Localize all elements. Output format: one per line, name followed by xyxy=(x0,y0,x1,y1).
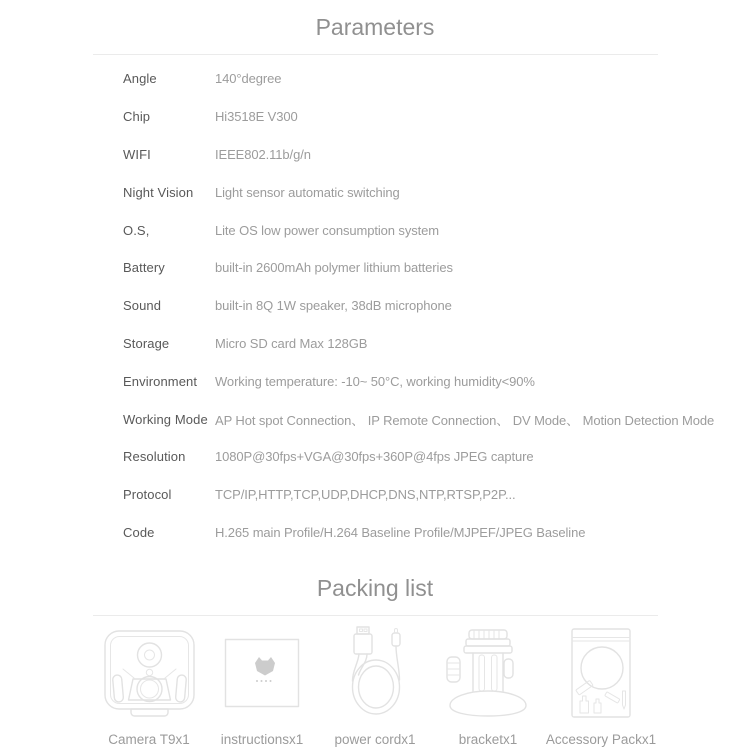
param-value: 1080P@30fps+VGA@30fps+360P@4fps JPEG capture xyxy=(215,449,534,465)
param-value: Hi3518E V300 xyxy=(215,109,298,125)
param-row-os xyxy=(123,211,750,249)
parameters-table xyxy=(0,60,750,551)
param-value: IEEE802.11b/g/n xyxy=(215,146,311,162)
param-value: AP Hot spot Connection、 IP Remote Connection、 DV Mode、 Motion Detection Mode xyxy=(215,412,715,428)
instruction-manual-icon xyxy=(224,627,300,719)
param-value: 140°degree xyxy=(215,71,282,87)
param-value: TCP/IP,HTTP,TCP,UDP,DHCP,DNS,NTP,RTSP,P2P... xyxy=(215,487,516,503)
parameters-title: Parameters xyxy=(315,14,435,40)
packing-item-label: Accessory Packx1 xyxy=(545,732,657,748)
param-label: Environment xyxy=(123,373,198,389)
packing-item-power-cord xyxy=(319,627,432,747)
param-value: Lite OS low power consumption system xyxy=(215,222,439,238)
param-label: Chip xyxy=(123,109,151,125)
packing-item-bracket xyxy=(432,627,545,747)
packing-item-instructions xyxy=(206,627,319,747)
param-row-environment xyxy=(123,362,750,400)
packing-list xyxy=(93,627,658,747)
param-row-resolution xyxy=(123,438,750,476)
param-row-wifi xyxy=(123,136,750,174)
param-label: Code xyxy=(123,524,155,540)
param-label: Working Mode xyxy=(123,411,208,427)
param-value: built-in 2600mAh polymer lithium batteries xyxy=(215,260,453,276)
packing-item-label: power cordx1 xyxy=(334,732,416,748)
param-row-battery xyxy=(123,249,750,287)
param-value: Light sensor automatic switching xyxy=(215,184,400,200)
param-row-angle xyxy=(123,60,750,98)
param-row-sound xyxy=(123,287,750,325)
packing-item-label: Camera T9x1 xyxy=(108,732,190,748)
param-label: Protocol xyxy=(123,487,172,503)
trail-camera-icon xyxy=(103,627,196,719)
param-value: built-in 8Q 1W speaker, 38dB microphone xyxy=(215,298,452,314)
param-label: O.S, xyxy=(123,222,150,238)
param-row-storage xyxy=(123,325,750,363)
param-row-night-vision xyxy=(123,173,750,211)
param-row-chip xyxy=(123,98,750,136)
param-value: Working temperature: -10~ 50°C, working humidity<90% xyxy=(215,373,535,389)
packing-list-title: Packing list xyxy=(316,575,434,602)
param-label: Sound xyxy=(123,298,162,314)
param-label: Resolution xyxy=(123,449,186,465)
param-label: WIFI xyxy=(123,146,151,162)
parameters-divider xyxy=(93,54,658,55)
param-label: Angle xyxy=(123,71,157,87)
accessory-bag-icon xyxy=(570,627,632,719)
param-label: Night Vision xyxy=(123,184,194,200)
param-label: Battery xyxy=(123,260,165,276)
packing-item-label: bracketx1 xyxy=(458,732,518,748)
param-row-working-mode xyxy=(123,400,750,438)
packing-item-label: instructionsx1 xyxy=(220,732,304,748)
packing-list-divider xyxy=(93,615,658,616)
param-row-protocol xyxy=(123,476,750,514)
param-value: H.265 main Profile/H.264 Baseline Profile/MJPEF/JPEG Baseline xyxy=(215,524,586,540)
mount-bracket-icon xyxy=(445,627,531,719)
param-row-code xyxy=(123,514,750,552)
usb-cable-icon xyxy=(345,627,405,719)
param-value: Micro SD card Max 128GB xyxy=(215,335,368,351)
packing-item-camera xyxy=(93,627,206,747)
packing-item-accessory-pack xyxy=(545,627,658,747)
param-label: Storage xyxy=(123,335,170,351)
